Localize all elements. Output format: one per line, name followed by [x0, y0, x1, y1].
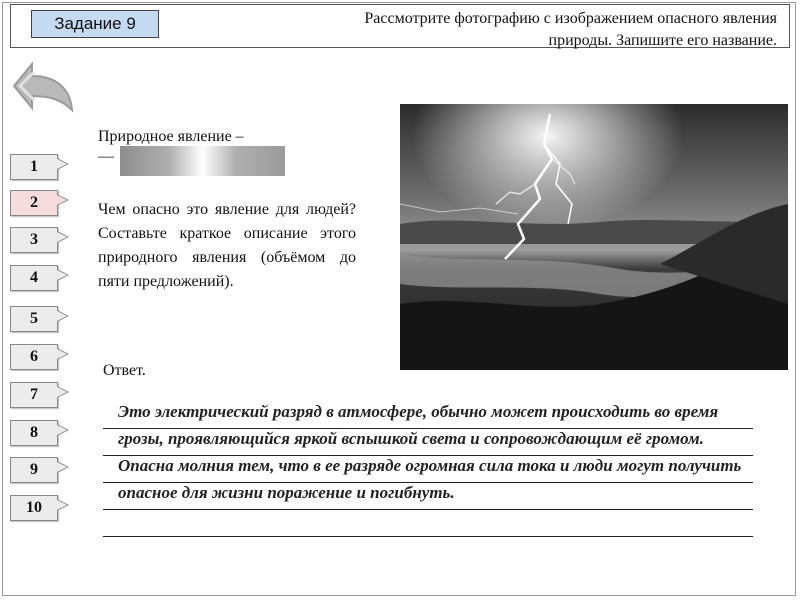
answer-dash: — [98, 148, 114, 165]
nav-button-5[interactable] [10, 306, 58, 332]
answer-text: Это электрический разряд в атмосфере, обычно может происходить во время грозы, проявляющийся яркой вспышкой света и сопровождающим её громом. Опасна молния тем, что в ее разряде огромная сила тока и люди могут получить опасное для жизни поражение и погибнуть. [118, 402, 742, 502]
nav-button-label: 2 [30, 194, 38, 211]
back-arrow-icon[interactable] [10, 58, 80, 118]
nav-button-3[interactable] [10, 227, 58, 253]
answer-label: Ответ. [103, 362, 146, 379]
nav-button-4[interactable] [10, 265, 58, 291]
question-2-text: Чем опасно это явление для людей? Составьте краткое описание этого природного явления (объёмом до пяти предложений). [98, 201, 356, 290]
nav-button-label: 6 [30, 348, 38, 365]
nav-button-label: 9 [30, 461, 38, 478]
hidden-answer-blur [120, 146, 285, 176]
nav-button-label: 4 [30, 269, 38, 286]
nav-button-label: 1 [30, 158, 38, 175]
nav-button-10[interactable] [10, 495, 58, 521]
task-instruction: Рассмотрите фотографию с изображением опасного явления природы. Запишите его название. [364, 10, 777, 49]
nav-button-9[interactable] [10, 457, 58, 483]
nav-button-label: 3 [30, 231, 38, 248]
nav-button-6[interactable] [10, 344, 58, 370]
nav-button-7[interactable] [10, 382, 58, 408]
nav-button-label: 7 [30, 386, 38, 403]
nav-button-label: 10 [26, 499, 42, 516]
lightning-photo [400, 104, 788, 370]
nav-button-1[interactable] [10, 154, 58, 180]
task-badge: Задание 9 [31, 10, 159, 38]
nav-button-8[interactable] [10, 420, 58, 446]
question-1-label: Природное явление – [98, 128, 244, 145]
nav-button-label: 8 [30, 424, 38, 441]
nav-button-2[interactable] [10, 190, 58, 216]
answer-rule [103, 512, 753, 537]
header [10, 4, 790, 48]
nav-button-label: 5 [30, 310, 38, 327]
